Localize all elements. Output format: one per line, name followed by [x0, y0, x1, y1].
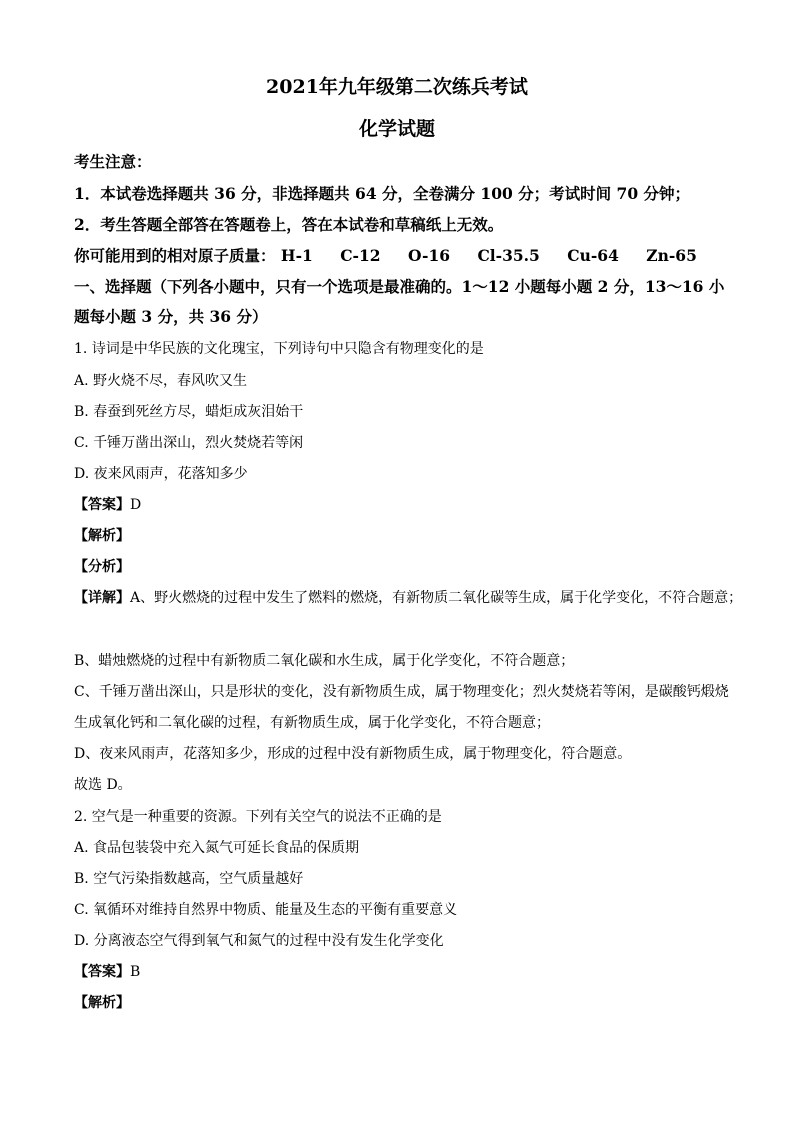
exam-subtitle: 化学试题 [358, 118, 435, 140]
atomic-mass-h: H-1 [280, 246, 313, 265]
atomic-mass-cl: Cl-35.5 [477, 246, 540, 265]
q2-answer-value: B [130, 964, 141, 980]
notice-item-1: 1．本试卷选择题共 36 分，非选择题共 64 分，全卷满分 100 分；考试时间 70 分钟； [74, 184, 691, 203]
q2-option-d: D. 分离液态空气得到氧气和氮气的过程中没有发生化学变化 [74, 933, 444, 949]
q1-detail-c-line-2: 生成氧化钙和二氧化碳的过程，有新物质生成，属于化学变化，不符合题意； [74, 715, 550, 731]
q1-detail-tag: 【详解】 [74, 590, 130, 606]
q1-analysis-tag: 【解析】 [74, 528, 130, 544]
atomic-mass-row [74, 244, 697, 266]
q1-answer-row [74, 494, 141, 514]
q1-option-b: B. 春蚕到死丝方尽，蜡炬成灰泪始干 [74, 404, 304, 420]
q1-option-d: D. 夜来风雨声，花落知多少 [74, 466, 248, 482]
atomic-mass-cu: Cu-64 [567, 246, 619, 265]
atomic-mass-zn: Zn-65 [646, 246, 697, 265]
q2-option-b: B. 空气污染指数越高，空气质量越好 [74, 871, 304, 887]
notice-heading: 考生注意： [74, 152, 152, 171]
q1-detail-a: A、野火燃烧的过程中发生了燃料的燃烧，有新物质二氧化碳等生成，属于化学变化，不符合题意； [130, 590, 743, 606]
q2-analysis-tag: 【解析】 [74, 995, 130, 1011]
q1-fenxi-tag: 【分析】 [74, 559, 130, 575]
atomic-mass-label: 你可能用到的相对原子质量： [74, 246, 276, 265]
q1-option-a: A. 野火烧不尽，春风吹又生 [74, 373, 248, 389]
q2-answer-tag: 【答案】 [74, 964, 130, 980]
q1-stem: 1. 诗词是中华民族的文化瑰宝，下列诗句中只隐含有物理变化的是 [74, 341, 484, 357]
section-heading-line-1: 一、选择题（下列各小题中，只有一个选项是最准确的。1～12 小题每小题 2 分，13～16 小 [74, 277, 725, 296]
q1-answer-value: D [130, 497, 142, 513]
q2-option-c: C. 氧循环对维持自然界中物质、能量及生态的平衡有重要意义 [74, 902, 458, 918]
q1-detail-a-row [74, 587, 742, 607]
q2-answer-row [74, 961, 140, 981]
q1-option-c: C. 千锤万凿出深山，烈火焚烧若等闲 [74, 435, 304, 451]
atomic-mass-c: C-12 [340, 246, 381, 265]
q1-detail-d: D、夜来风雨声，花落知多少，形成的过程中没有新物质生成，属于物理变化，符合题意。 [74, 746, 632, 762]
section-heading-line-2: 题每小题 3 分，共 36 分） [74, 307, 268, 326]
q2-option-a: A. 食品包装袋中充入氮气可延长食品的保质期 [74, 840, 360, 856]
q1-answer-tag: 【答案】 [74, 497, 130, 513]
exam-title: 2021年九年级第二次练兵考试 [266, 76, 528, 98]
q2-stem: 2. 空气是一种重要的资源。下列有关空气的说法不正确的是 [74, 809, 442, 825]
q1-detail-b: B、蜡烛燃烧的过程中有新物质二氧化碳和水生成，属于化学变化，不符合题意； [74, 653, 575, 669]
q1-conclusion: 故选 D。 [74, 777, 132, 793]
atomic-mass-o: O-16 [407, 246, 451, 265]
notice-item-2: 2．考生答题全部答在答题卷上，答在本试卷和草稿纸上无效。 [74, 215, 504, 234]
q1-detail-c-line-1: C、千锤万凿出深山，只是形状的变化，没有新物质生成，属于物理变化；烈火焚烧若等闲，是碳酸钙煅烧 [74, 684, 729, 700]
